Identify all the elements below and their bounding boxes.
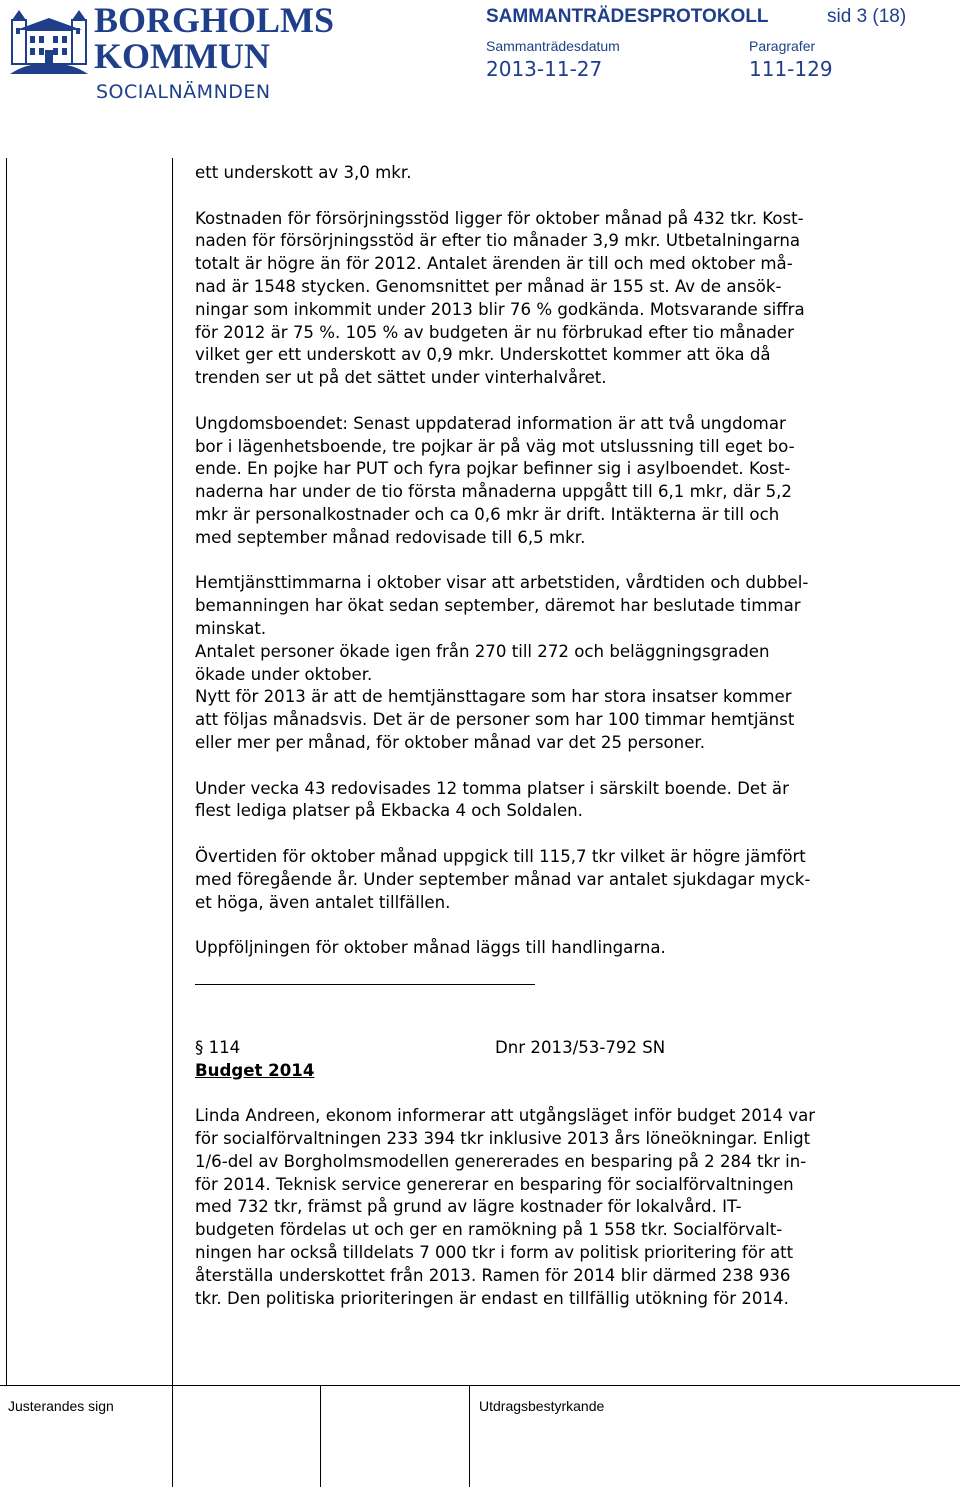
text-line: Antalet personer ökade igen från 270 till 272 och beläggningsgraden	[195, 641, 770, 661]
text-line: ningar som inkommit under 2013 blir 76 % godkända. Motsvarande siffra	[195, 299, 805, 319]
paragraph-overtime	[195, 846, 915, 914]
text-line: för 2012 är 75 %. 105 % av budgeten är nu förbrukad efter tio månader	[195, 322, 794, 342]
text-line: bemanningen har ökat sedan september, däremot har beslutade timmar	[195, 596, 801, 616]
section-header-line	[195, 1037, 915, 1060]
text-line: nad är 1548 stycken. Genomsnittet per månad är 155 st. Av de ansök-	[195, 276, 782, 296]
text-line: Ungdomsboendet: Senast uppdaterad information är att två ungdomar	[195, 413, 786, 433]
text-line: eller mer per månad, för oktober månad var det 25 personer.	[195, 732, 705, 752]
text-line: återställa underskottet från 2013. Ramen för 2014 blir därmed 238 936	[195, 1265, 791, 1285]
castle-logo-icon	[8, 4, 90, 78]
paragraphs-value: 111-129	[749, 57, 833, 81]
paragraph-home-care	[195, 572, 915, 754]
text-line: med september månad redovisade till 6,5 mkr.	[195, 527, 586, 547]
section-number: § 114	[195, 1037, 241, 1057]
text-line: naderna har under de tio första månaderna uppgått till 6,1 mkr, där 5,2	[195, 482, 792, 502]
organization-name	[94, 0, 335, 76]
footer-sign-label: Justerandes sign	[8, 1398, 114, 1414]
organization-name-line1: BORGHOLMS	[94, 0, 335, 40]
paragraphs-label: Paragrafer	[749, 38, 816, 54]
text-line: budgeten fördelas ut och ger en ramökning på 1 558 tkr. Socialförvalt-	[195, 1220, 783, 1240]
text-line: tkr. Den politiska prioriteringen är endast en tillfällig utökning för 2014.	[195, 1288, 789, 1308]
document-body	[195, 162, 915, 1310]
text-line: totalt är högre än för 2012. Antalet ärenden är till och med oktober må-	[195, 254, 793, 274]
text-line: ende. En pojke har PUT och fyra pojkar befinner sig i asylboendet. Kost-	[195, 459, 791, 479]
section-title: Budget 2014	[195, 1060, 315, 1080]
page-number: sid 3 (18)	[827, 6, 907, 27]
text-line: för socialförvaltningen 233 394 tkr inklusive 2013 års löneökningar. Enligt	[195, 1129, 811, 1149]
text-line: ökade under oktober.	[195, 664, 373, 684]
meeting-date-value: 2013-11-27	[486, 57, 603, 81]
text-line: att följas månadsvis. Det är de personer som har 100 timmar hemtjänst	[195, 710, 795, 730]
paragraph-youth-housing	[195, 413, 915, 550]
footer-separator	[320, 1386, 321, 1487]
text-line: bor i lägenhetsboende, tre pojkar är på väg mot utslussning till eget bo-	[195, 436, 795, 456]
text-line: naden för försörjningsstöd är efter tio månader 3,9 mkr. Utbetalningarna	[195, 231, 801, 251]
paragraph-follow-up: Uppföljningen för oktober månad läggs till handlingarna.	[195, 938, 666, 958]
paragraph-deficit: ett underskott av 3,0 mkr.	[195, 163, 412, 182]
footer-separator	[469, 1386, 470, 1487]
text-line: med föregående år. Under september månad var antalet sjukdagar myck-	[195, 869, 811, 889]
text-line: et höga, även antalet tillfällen.	[195, 892, 451, 912]
paragraph-income-support	[195, 208, 915, 390]
organization-name-line2: KOMMUN	[94, 36, 270, 76]
text-line: vilket ger ett underskott av 0,9 mkr. Underskottet kommer att öka då	[195, 345, 771, 365]
text-line: Nytt för 2013 är att de hemtjänsttagare som har stora insatser kommer	[195, 687, 792, 707]
department-name: SOCIALNÄMNDEN	[96, 81, 271, 103]
text-line: Linda Andreen, ekonom informerar att utgångsläget inför budget 2014 var	[195, 1106, 816, 1126]
text-line: trenden ser ut på det sättet under vinterhalvåret.	[195, 368, 607, 388]
text-line: Under vecka 43 redovisades 12 tomma platser i särskilt boende. Det är	[195, 778, 789, 798]
text-line: 1/6-del av Borgholmsmodellen genererades en besparing på 2 284 tkr in-	[195, 1151, 807, 1171]
text-line: Övertiden för oktober månad uppgick till 115,7 tkr vilket är högre jämfört	[195, 846, 806, 866]
text-line: ningen har också tilldelats 7 000 tkr i form av politisk prioritering för att	[195, 1243, 794, 1263]
meeting-date-label: Sammanträdesdatum	[486, 38, 620, 54]
body-margin-rule	[172, 158, 173, 1386]
text-line: flest lediga platser på Ekbacka 4 och Soldalen.	[195, 801, 583, 821]
footer-separator	[172, 1386, 173, 1487]
registration-number: Dnr 2013/53-792 SN	[495, 1037, 666, 1057]
section-separator	[195, 984, 535, 985]
left-margin-rule	[6, 158, 7, 1386]
footer-extract-label: Utdragsbestyrkande	[479, 1398, 605, 1414]
footer-rule	[0, 1385, 960, 1386]
text-line: Kostnaden för försörjningsstöd ligger för oktober månad på 432 tkr. Kost-	[195, 208, 804, 228]
text-line: med 732 tkr, främst på grund av lägre kostnader för lokalvård. IT-	[195, 1197, 742, 1217]
paragraph-budget	[195, 1105, 915, 1310]
document-title: SAMMANTRÄDESPROTOKOLL	[486, 6, 769, 27]
text-line: för 2014. Teknisk service genererar en besparing för socialförvaltningen	[195, 1174, 794, 1194]
paragraph-special-housing	[195, 778, 915, 824]
text-line: Hemtjänsttimmarna i oktober visar att arbetstiden, vårdtiden och dubbel-	[195, 573, 809, 593]
text-line: mkr är personalkostnader och ca 0,6 mkr är drift. Intäkterna är till och	[195, 504, 780, 524]
text-line: minskat.	[195, 618, 267, 638]
